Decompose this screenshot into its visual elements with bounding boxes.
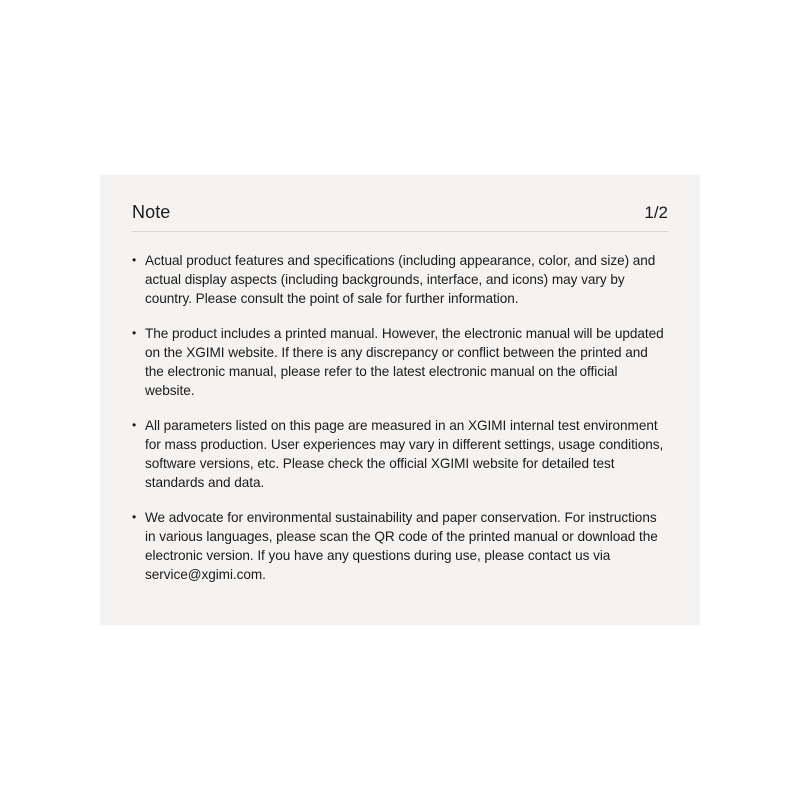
- note-card: [100, 175, 700, 625]
- note-text: Actual product features and specifications (including appearance, color, and size) and actual display aspects (including backgrounds, interface, and icons) may vary by country. Please consult the point of sale for further information.: [145, 253, 656, 306]
- bullet-icon: •: [132, 510, 137, 524]
- note-item: [132, 251, 668, 308]
- note-item: [132, 324, 668, 400]
- note-text: The product includes a printed manual. However, the electronic manual will be updated on the XGIMI website. If there is any discrepancy or conflict between the printed and the electronic manual, please refer to the latest electronic manual on the official website.: [145, 326, 664, 398]
- bullet-icon: •: [132, 326, 137, 340]
- bullet-icon: •: [132, 253, 137, 267]
- note-title: Note: [132, 202, 171, 222]
- page-indicator: 1/2: [644, 203, 668, 222]
- note-item: [132, 508, 668, 584]
- note-text: All parameters listed on this page are measured in an XGIMI internal test environment for mass production. User experiences may vary in different settings, usage conditions, software versions, etc. Please check the official XGIMI website for detailed test standards and data.: [145, 418, 664, 490]
- notes-list: [132, 251, 668, 584]
- bullet-icon: •: [132, 418, 137, 432]
- note-header: [132, 202, 668, 232]
- note-text: We advocate for environmental sustainability and paper conservation. For instructions in various languages, please scan the QR code of the printed manual or download the electronic version. If you have any questions during use, please contact us via service@xgimi.com.: [145, 510, 658, 582]
- note-item: [132, 416, 668, 492]
